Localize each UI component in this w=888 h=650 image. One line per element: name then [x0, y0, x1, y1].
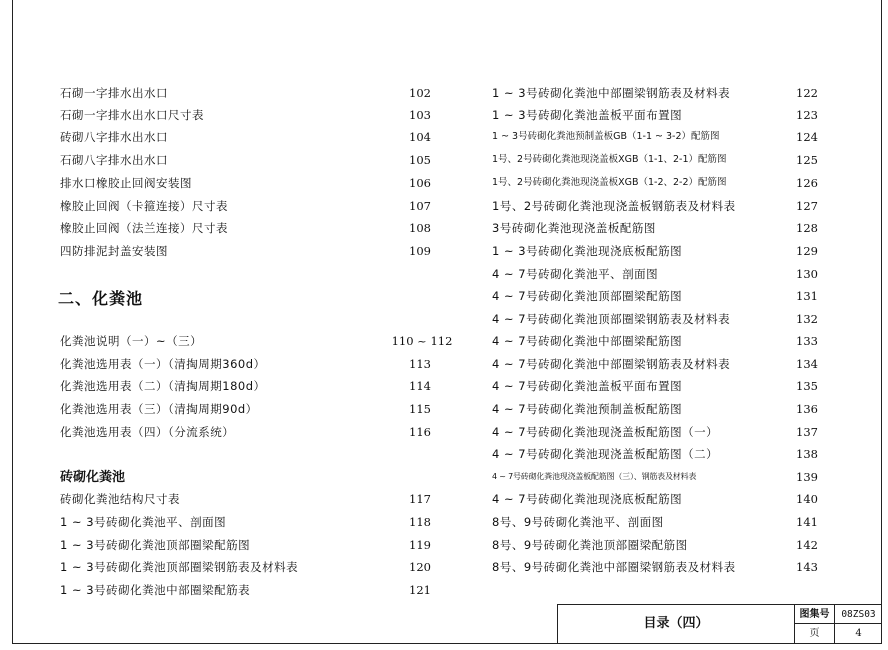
toc-entry-page: 122 [796, 86, 818, 100]
toc-entry-page: 129 [796, 244, 818, 258]
toc-entry[interactable] [492, 265, 842, 283]
toc-entry[interactable] [60, 174, 460, 192]
toc-entry-title: 4 ~ 7号砖砌化粪池现浇盖板配筋图（一） [492, 425, 719, 439]
section-heading: 二、化粪池 [58, 289, 144, 308]
toc-entry-page: 123 [796, 108, 818, 122]
toc-entry-page: 142 [796, 538, 818, 552]
toc-entry-title: 4 ~ 7号砖砌化粪池顶部圈梁钢筋表及材料表 [492, 312, 731, 326]
toc-entry-page: 110 ~ 112 [391, 334, 453, 348]
toc-entry-page: 115 [409, 402, 431, 416]
toc-entry-page: 117 [409, 492, 431, 506]
toc-entry-page: 120 [409, 560, 431, 574]
toc-entry-page: 103 [409, 108, 431, 122]
toc-entry-title: 1 ~ 3号砖砌化粪池盖板平面布置图 [492, 108, 683, 122]
toc-entry-title: 石砌一字排水出水口 [60, 86, 168, 100]
toc-entry[interactable] [492, 128, 842, 146]
toc-entry-title: 四防排泥封盖安装图 [60, 244, 168, 258]
toc-entry[interactable] [60, 128, 460, 146]
toc-entry-title: 4 ~ 7号砖砌化粪池现浇盖板配筋图（三）、钢筋表及材料表 [492, 472, 697, 481]
subsection-heading: 砖砌化粪池 [60, 470, 126, 485]
toc-entry-page: 139 [796, 470, 818, 484]
toc-entry-page: 102 [409, 86, 431, 100]
toc-entry-page: 105 [409, 153, 431, 167]
toc-entry-page: 127 [796, 199, 818, 213]
toc-entry[interactable] [492, 106, 842, 124]
toc-entry[interactable] [492, 558, 842, 576]
toc-entry-page: 131 [796, 289, 818, 303]
toc-entry[interactable] [492, 287, 842, 305]
toc-entry[interactable] [492, 423, 842, 441]
toc-entry-page: 116 [409, 425, 431, 439]
toc-entry-title: 化粪池选用表（一）（清掏周期360d） [60, 357, 266, 371]
toc-entry[interactable] [492, 468, 842, 486]
title-block [557, 604, 882, 644]
toc-entry[interactable] [492, 513, 842, 531]
toc-entry-page: 109 [409, 244, 431, 258]
toc-entry[interactable] [60, 490, 460, 508]
toc-entry-title: 8号、9号砖砌化粪池中部圈梁钢筋表及材料表 [492, 560, 736, 574]
toc-entry-title: 橡胶止回阀（法兰连接）尺寸表 [60, 221, 228, 235]
toc-entry[interactable] [60, 219, 460, 237]
toc-entry-title: 4 ~ 7号砖砌化粪池平、剖面图 [492, 267, 659, 281]
toc-entry-title: 1 ~ 3号砖砌化粪池顶部圈梁钢筋表及材料表 [60, 560, 299, 574]
toc-entry-page: 138 [796, 447, 818, 461]
toc-entry[interactable] [492, 536, 842, 554]
toc-entry[interactable] [60, 242, 460, 260]
toc-entry-title: 1 ~ 3号砖砌化粪池平、剖面图 [60, 515, 227, 529]
toc-entry-page: 126 [796, 176, 818, 190]
toc-entry-title: 1号、2号砖砌化粪池现浇盖板XGB（1-1、2-1）配筋图 [492, 154, 727, 165]
toc-entry[interactable] [60, 400, 460, 418]
toc-entry[interactable] [492, 242, 842, 260]
toc-entry[interactable] [492, 151, 842, 169]
toc-entry-page: 121 [409, 583, 431, 597]
toc-entry-title: 4 ~ 7号砖砌化粪池盖板平面布置图 [492, 379, 683, 393]
toc-entry-page: 141 [796, 515, 818, 529]
toc-entry-title: 3号砖砌化粪池现浇盖板配筋图 [492, 221, 656, 235]
toc-entry-title: 1 ~ 3号砖砌化粪池预制盖板GB（1-1 ~ 3-2）配筋图 [492, 131, 720, 142]
toc-entry[interactable] [60, 513, 460, 531]
toc-entry-page: 114 [409, 379, 431, 393]
toc-entry-page: 128 [796, 221, 818, 235]
toc-entry[interactable] [492, 400, 842, 418]
toc-entry-page: 119 [409, 538, 431, 552]
toc-entry-page: 118 [409, 515, 431, 529]
toc-entry-title: 砖砌八字排水出水口 [60, 130, 168, 144]
toc-entry-page: 125 [796, 153, 818, 167]
toc-entry-title: 化粪池说明（一）~（三） [60, 334, 203, 348]
toc-entry[interactable] [60, 106, 460, 124]
toc-entry[interactable] [60, 536, 460, 554]
toc-entry-page: 124 [796, 130, 818, 144]
toc-entry-title: 石砌一字排水出水口尺寸表 [60, 108, 204, 122]
toc-entry-page: 140 [796, 492, 818, 506]
toc-entry[interactable] [492, 310, 842, 328]
toc-entry-title: 4 ~ 7号砖砌化粪池中部圈梁钢筋表及材料表 [492, 357, 731, 371]
toc-entry-page: 130 [796, 267, 818, 281]
toc-entry-page: 104 [409, 130, 431, 144]
toc-entry-page: 106 [409, 176, 431, 190]
atlas-number-value: 08ZS03 [835, 605, 882, 624]
toc-entry-page: 132 [796, 312, 818, 326]
toc-entry-title: 4 ~ 7号砖砌化粪池中部圈梁配筋图 [492, 334, 683, 348]
toc-entry[interactable] [60, 558, 460, 576]
toc-entry-page: 113 [409, 357, 431, 371]
page-label: 页 [795, 624, 835, 643]
toc-entry-title: 1 ~ 3号砖砌化粪池中部圈梁配筋表 [60, 583, 251, 597]
toc-entry[interactable] [60, 423, 460, 441]
toc-entry-title: 化粪池选用表（三）（清掏周期90d） [60, 402, 258, 416]
toc-entry-title: 1 ~ 3号砖砌化粪池现浇底板配筋图 [492, 244, 683, 258]
toc-entry[interactable] [60, 377, 460, 395]
toc-entry-title: 8号、9号砖砌化粪池平、剖面图 [492, 515, 664, 529]
toc-entry-title: 1号、2号砖砌化粪池现浇盖板XGB（1-2、2-2）配筋图 [492, 177, 727, 188]
toc-entry-title: 1 ~ 3号砖砌化粪池顶部圈梁配筋图 [60, 538, 251, 552]
toc-entry-title: 4 ~ 7号砖砌化粪池顶部圈梁配筋图 [492, 289, 683, 303]
toc-entry[interactable] [492, 219, 842, 237]
toc-entry-title: 砖砌化粪池结构尺寸表 [60, 492, 180, 506]
toc-entry[interactable] [60, 581, 460, 599]
toc-entry-page: 143 [796, 560, 818, 574]
toc-entry-page: 134 [796, 357, 818, 371]
toc-entry[interactable] [492, 174, 842, 192]
toc-entry-title: 化粪池选用表（四）（分流系统） [60, 425, 235, 439]
toc-entry-title: 1 ~ 3号砖砌化粪池中部圈梁钢筋表及材料表 [492, 86, 731, 100]
title-block-title: 目录（四） [558, 605, 795, 643]
page-number-value: 4 [855, 628, 862, 639]
toc-entry[interactable] [492, 377, 842, 395]
toc-entry-title: 橡胶止回阀（卡箍连接）尺寸表 [60, 199, 228, 213]
toc-entry[interactable] [492, 197, 842, 215]
atlas-number-label: 图集号 [795, 605, 835, 624]
toc-entry-page: 136 [796, 402, 818, 416]
toc-entry-title: 4 ~ 7号砖砌化粪池现浇底板配筋图 [492, 492, 683, 506]
toc-entry-title: 石砌八字排水出水口 [60, 153, 168, 167]
toc-entry-title: 排水口橡胶止回阀安装图 [60, 176, 192, 190]
toc-entry[interactable] [60, 332, 460, 350]
toc-entry-page: 108 [409, 221, 431, 235]
toc-entry[interactable] [492, 490, 842, 508]
toc-entry[interactable] [492, 355, 842, 373]
toc-entry-title: 4 ~ 7号砖砌化粪池现浇盖板配筋图（二） [492, 447, 719, 461]
toc-entry[interactable] [60, 197, 460, 215]
toc-entry-page: 135 [796, 379, 818, 393]
toc-entry-page: 133 [796, 334, 818, 348]
toc-entry[interactable] [492, 445, 842, 463]
toc-entry-page: 137 [796, 425, 818, 439]
toc-entry-title: 化粪池选用表（二）（清掏周期180d） [60, 379, 266, 393]
toc-entry-title: 8号、9号砖砌化粪池顶部圈梁配筋图 [492, 538, 688, 552]
toc-entry-title: 4 ~ 7号砖砌化粪池预制盖板配筋图 [492, 402, 683, 416]
toc-entry-title: 1号、2号砖砌化粪池现浇盖板钢筋表及材料表 [492, 199, 736, 213]
toc-entry[interactable] [492, 84, 842, 102]
toc-entry[interactable] [60, 151, 460, 169]
toc-entry-page: 107 [409, 199, 431, 213]
toc-entry[interactable] [492, 332, 842, 350]
toc-entry[interactable] [60, 355, 460, 373]
toc-entry[interactable] [60, 84, 460, 102]
